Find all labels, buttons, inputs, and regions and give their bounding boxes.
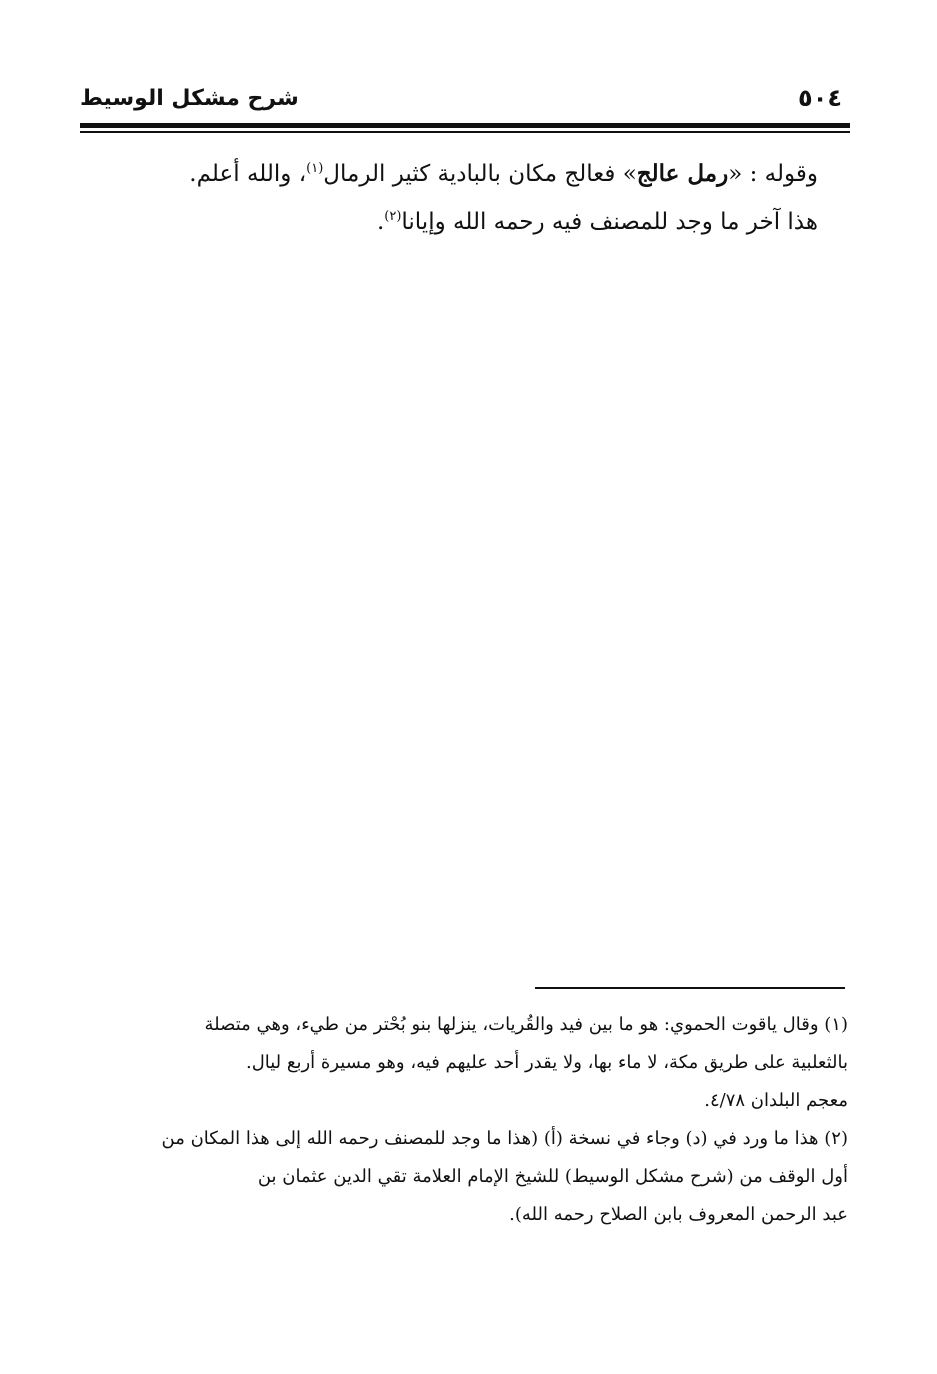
footnote-1-line-3: معجم البلدان ٤/٧٨. — [704, 1090, 848, 1111]
footnote-ref-2: (٢) — [384, 209, 402, 224]
footnotes — [84, 1006, 848, 1234]
header-title: شرح مشكل الوسيط — [80, 86, 299, 111]
footnote-separator — [535, 987, 845, 989]
footnote-ref-1: (١) — [306, 161, 324, 176]
body-line-1-middle: » فعالج مكان بالبادية كثير الرمال — [323, 161, 637, 187]
footnote-1 — [84, 1006, 848, 1120]
footnote-2 — [84, 1120, 848, 1234]
running-header — [80, 82, 850, 122]
quoted-term: رمل عالج — [636, 160, 729, 187]
body-line-2-text: هذا آخر ما وجد للمصنف فيه رحمه الله وإيانا — [401, 209, 818, 235]
footnote-2-line-2: أول الوقف من (شرح مشكل الوسيط) للشيخ الإمام العلامة تقي الدين عثمان بن — [257, 1166, 848, 1187]
footnote-2-line-1: (٢) هذا ما ورد في (د) وجاء في نسخة (أ) (هذا ما وجد للمصنف رحمه الله إلى هذا المكان من — [161, 1128, 848, 1149]
main-text — [150, 150, 818, 246]
body-line-2 — [150, 198, 818, 246]
footnote-1-line-2: بالثعلبية على طريق مكة، لا ماء بها، ولا يقدر أحد عليهم فيه، وهو مسيرة أربع ليال. — [245, 1052, 848, 1073]
body-line-2-after: . — [376, 209, 385, 235]
body-line-1 — [150, 150, 818, 198]
footnote-1-line-1: (١) وقال ياقوت الحموي: هو ما بين فيد والقُريات، ينزلها بنو بُحْتر من طيء، وهي متصلة — [204, 1014, 848, 1035]
header-rule-thin — [80, 131, 850, 133]
body-line-1-before: وقوله : « — [728, 161, 818, 187]
page-number: ٥٠٤ — [798, 84, 842, 112]
header-rule-thick — [80, 123, 850, 128]
footnote-2-line-3: عبد الرحمن المعروف بابن الصلاح رحمه الله). — [509, 1204, 848, 1225]
body-line-1-after: ، والله أعلم. — [189, 161, 307, 187]
